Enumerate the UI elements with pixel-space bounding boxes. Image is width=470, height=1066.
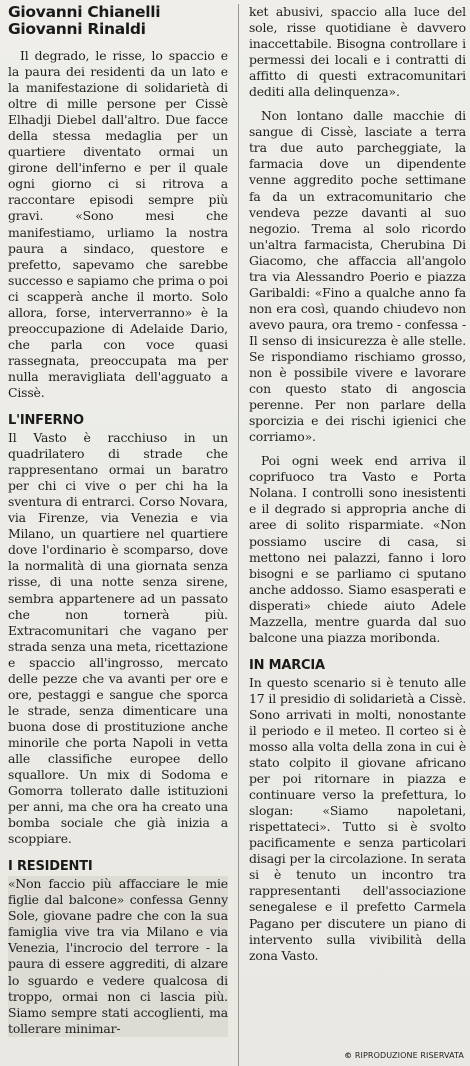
byline — [8, 4, 228, 38]
section-heading-marcia: IN MARCIA — [248, 657, 325, 673]
residenti-paragraph: «Non faccio più affacciare le mie figlie dal balcone» confessa Genny Sole, giovane padre che con la sua famiglia vive tra via Milano e via Venezia, l'incrocio del terrore - la paura di essere aggrediti, di alzare lo sguardo e vedere qualcosa di troppo, ormai non ci lascia più. Siamo sempre stati accoglienti, ma tollerare minimar- — [8, 876, 228, 1036]
copyright-icon: © — [344, 1051, 353, 1060]
author-name: Giovanni Chianelli — [8, 3, 161, 21]
farmacia-paragraph: Non lontano dalle macchie di sangue di Cissè, lasciate a terra tra due auto parcheggiate, la farmacia dove un dipendente venne aggredito poche settimane fa da un extracomunitario che vendeva pezze davanti al suo negozio. Trema al solo ricordo un'altra farmacista, Cherubina Di Giacomo, che affaccia all'angolo tra via Alessandro Poerio e piazza Garibaldi: «Fino a qualche anno fa non era così, quando chiudevo non avevo paura, ora tremo - confessa - Il senso di insicurezza è alle stelle. Se rispondiamo rischiamo grosso, non è possibile vivere e lavorare con questo stato di angoscia perenne. Per non parlare della sporcizia e dei rischi igienici che corriamo». — [248, 108, 466, 445]
copyright-notice — [344, 1051, 464, 1060]
inferno-paragraph: Il Vasto è racchiuso in un quadrilatero di strade che rappresentano ormai un baratro per chi ci vive o per chi ha la sventura di entrarci. Corso Novara, via Firenze, via Venezia e via Milano, un quartiere nel quartiere dove l'ordinario è scomparso, dove la normalità di una giornata senza risse, di una notte senza sirene, sembra appartenere ad un passato che non tornerà più. Extracomunitari che vagano per strada senza una meta, ricettazione e spaccio all'ingrosso, mercato delle pezze che va avanti per ore e ore, pestaggi e sangue che sporca le strade, senza dimenticare una buona dose di prostituzione anche minorile che porta Napoli in vetta alle classifiche europee dello squallore. Un mix di Sodoma e Gomorra tollerato dalle istituzioni per anni, ma che ora ha creato una bomba sociale che già inizia a scoppiare. — [8, 430, 228, 847]
continuation-paragraph: ket abusivi, spaccio alla luce del sole, risse quotidiane è davvero inaccettabile. Bisogna controllare i permessi dei locali e i contratti di affitto di questi extracomunitari dediti alla delinquenza». — [248, 4, 466, 100]
marcia-paragraph: In questo scenario si è tenuto alle 17 il presidio di solidarietà a Cissè. Sono arrivati in molti, nonostante il periodo e il meteo. Il corteo si è mosso alla volta della zona in cui è stato colpito il giovane africano per poi ritornare in piazza e continuare verso la prefettura, lo slogan: «Siamo napoletani, rispettateci». Tutto si è svolto pacificamente e senza particolari disagi per la circolazione. In serata si è tenuto un incontro tra rappresentanti dell'associazione senegalese e il prefetto Carmela Pagano per discutere un piano di intervento sulla vivibilità della zona Vasto. — [248, 674, 466, 963]
section-heading-inferno: L'INFERNO — [8, 413, 84, 429]
article-columns — [8, 4, 466, 1066]
author-name: Giovanni Rinaldi — [8, 20, 146, 38]
intro-paragraph: Il degrado, le risse, lo spaccio e la paura dei residenti da un lato e la manifestazione di solidarietà di oltre di mille persone per Cissè Elhadji Diebel dall'altro. Due facce della stessa medaglia per un quartiere diventato ormai un girone dell'inferno e per il quale ogni giorno ci si ritrova a raccontare episodi sempre più gravi. «Sono mesi che manifestiamo, urliamo la nostra paura a sindaco, questore e prefetto, sapevamo che sarebbe successo e sapiamo che prima o poi ci scapperà anche il morto. Solo allora, forse, interverranno» è la preoccupazione di Adelaide Dario, che parla con voce quasi rassegnata, preoccupata ma per nulla meravigliata dell'agguato a Cissè. — [8, 48, 228, 400]
coprifuoco-paragraph: Poi ogni week end arriva il coprifuoco tra Vasto e Porta Nolana. I controlli sono inesistenti e il degrado si appropria anche di aree di solito risparmiate. «Non possiamo uscire di casa, si mettono nei palazzi, fanno i loro bisogni e se parliamo ci sputano anche addosso. Siamo esasperati e disperati» chiede aiuto Adele Mazzella, mentre guarda dal suo balcone una piazza moribonda. — [248, 453, 466, 645]
section-heading-residenti: I RESIDENTI — [8, 859, 93, 875]
left-column — [8, 4, 228, 1066]
right-column — [238, 4, 466, 1066]
copyright-text: RIPRODUZIONE RISERVATA — [354, 1051, 464, 1060]
